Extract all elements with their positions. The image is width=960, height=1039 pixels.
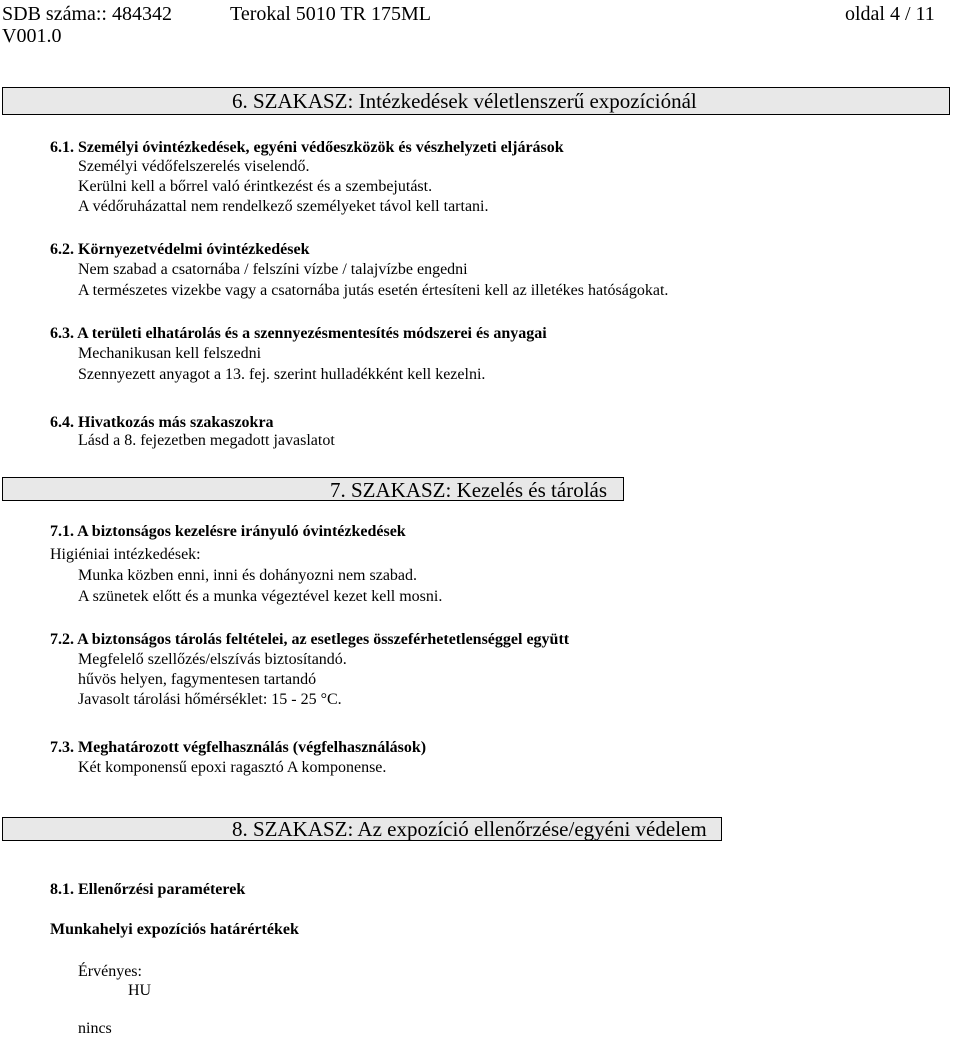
section-6-3-heading: 6.3. A területi elhatárolás és a szennyezésmentesítés módszerei és anyagai (50, 325, 547, 342)
section-6-1-line: Kerülni kell a bőrrel való érintkezést és a szembejutást. (78, 178, 433, 195)
version-label: V001.0 (2, 25, 62, 47)
country-code: HU (128, 982, 152, 999)
section-6-4-heading: 6.4. Hivatkozás más szakaszokra (50, 414, 274, 431)
product-name: Terokal 5010 TR 175ML (230, 3, 431, 25)
section-8-title: 8. SZAKASZ: Az expozíció ellenőrzése/egyéni védelem (232, 817, 707, 841)
none-value: nincs (78, 1020, 112, 1037)
section-7-2-line: hűvös helyen, fagymentesen tartandó (78, 671, 317, 688)
section-7-1-line: Munka közben enni, inni és dohányozni nem szabad. (78, 567, 418, 584)
section-7-title: 7. SZAKASZ: Kezelés és tárolás (330, 478, 608, 502)
section-6-1-heading: 6.1. Személyi óvintézkedések, egyéni védőeszközök és vészhelyzeti eljárások (50, 139, 564, 156)
section-6-2-line: A természetes vizekbe vagy a csatornába jutás esetén értesíteni kell az illetékes hatóságokat. (78, 282, 669, 299)
page-number: oldal 4 / 11 (845, 3, 935, 25)
section-7-1-heading: 7.1. A biztonságos kezelésre irányuló óvintézkedések (50, 523, 406, 540)
section-6-2-line: Nem szabad a csatornába / felszíni vízbe / talajvízbe engedni (78, 261, 468, 278)
section-7-2-line: Megfelelő szellőzés/elszívás biztosítandó. (78, 651, 347, 668)
section-7-1-intro: Higiéniai intézkedések: (50, 546, 201, 563)
section-7-2-heading: 7.2. A biztonságos tárolás feltételei, az esetleges összeférhetetlenséggel együtt (50, 631, 570, 648)
section-7-3-line: Két komponensű epoxi ragasztó A komponense. (78, 759, 387, 776)
section-7-1-line: A szünetek előtt és a munka végeztével kezet kell mosni. (78, 588, 443, 605)
sdb-number: SDB száma:: 484342 (2, 3, 172, 25)
section-6-3-line: Szennyezett anyagot a 13. fej. szerint hulladékként kell kezelni. (78, 366, 486, 383)
section-6-title: 6. SZAKASZ: Intézkedések véletlenszerű expozíciónál (232, 89, 697, 113)
section-7-3-heading: 7.3. Meghatározott végfelhasználás (végfelhasználások) (50, 739, 427, 756)
exposure-limits-heading: Munkahelyi expozíciós határértékek (50, 921, 299, 938)
section-6-4-line: Lásd a 8. fejezetben megadott javaslatot (78, 432, 335, 449)
section-6-1-line: Személyi védőfelszerelés viselendő. (78, 158, 310, 175)
valid-label: Érvényes: (78, 963, 142, 980)
section-6-3-line: Mechanikusan kell felszedni (78, 345, 262, 362)
section-8-1-heading: 8.1. Ellenőrzési paraméterek (50, 881, 246, 898)
section-7-2-line: Javasolt tárolási hőmérséklet: 15 - 25 °C. (78, 691, 342, 708)
section-6-2-heading: 6.2. Környezetvédelmi óvintézkedések (50, 241, 310, 258)
section-6-1-line: A védőruházattal nem rendelkező személyeket távol kell tartani. (78, 198, 489, 215)
